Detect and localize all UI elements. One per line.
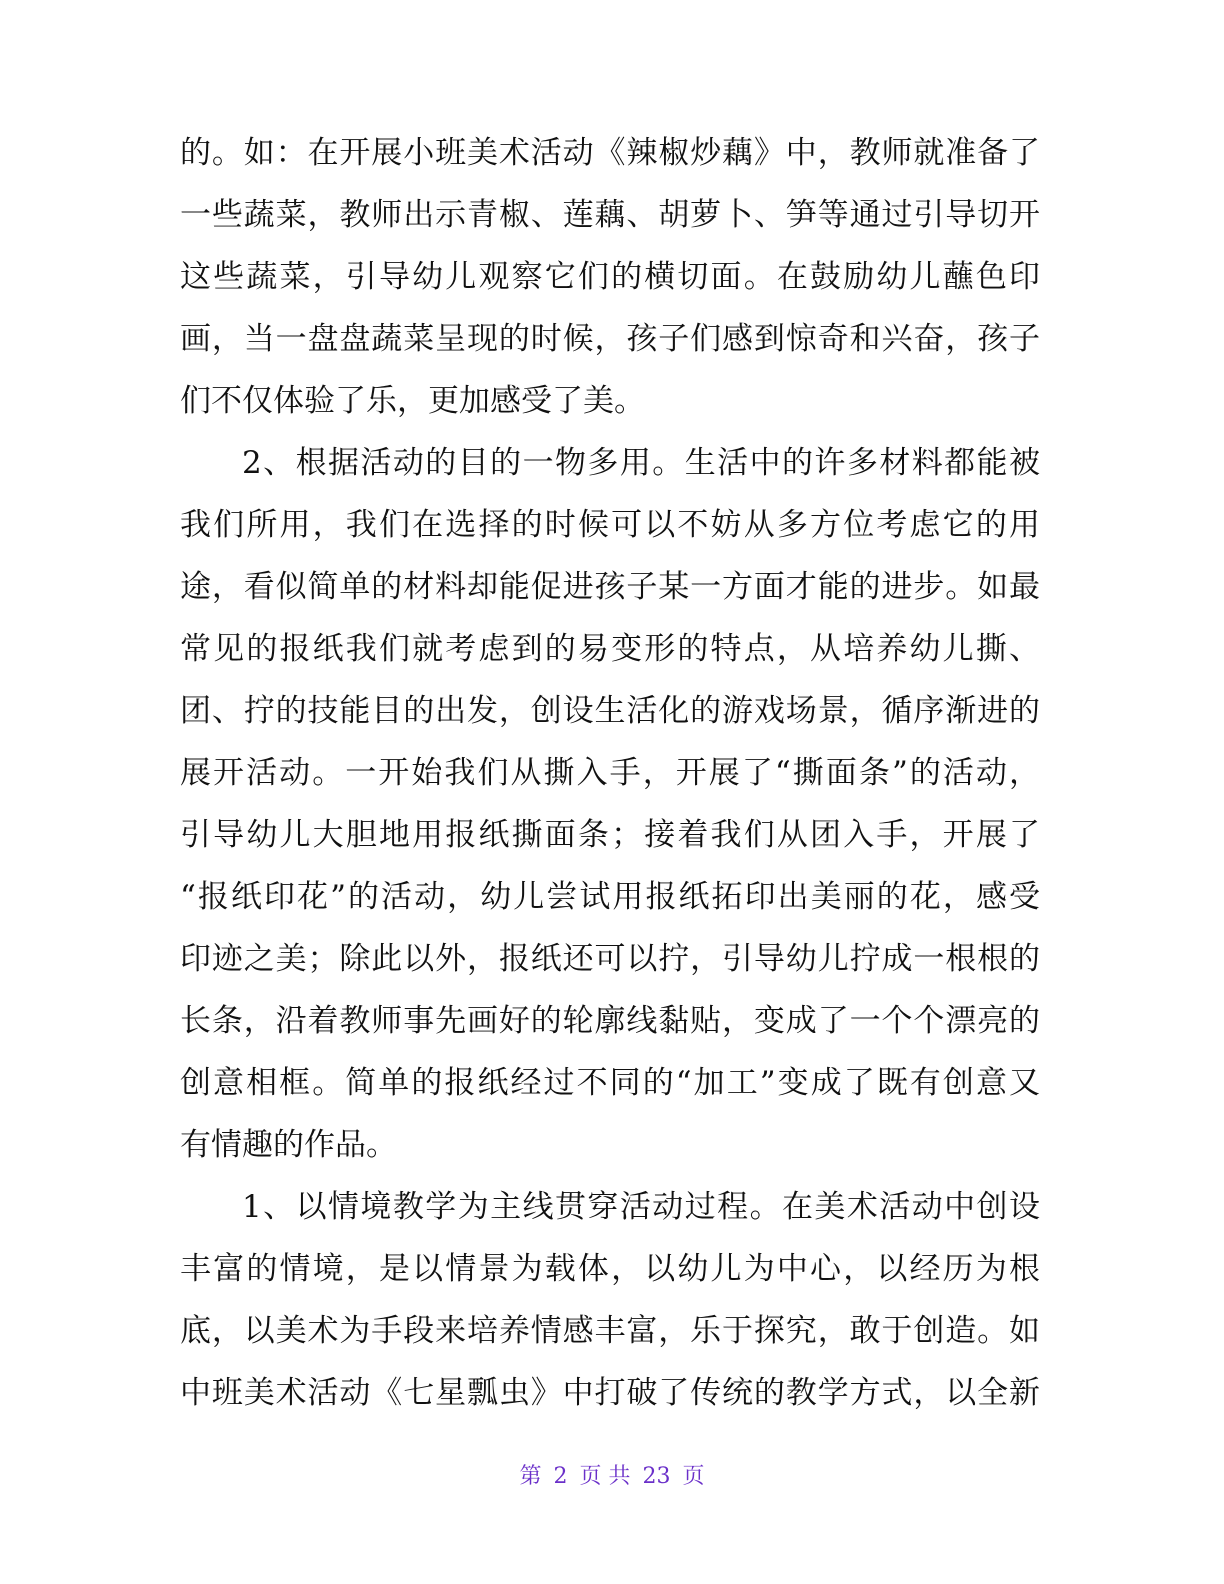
text-line: 一些蔬菜，教师出示青椒、莲藕、胡萝卜、笋等通过引导切开 xyxy=(180,197,1040,233)
text-line: 展开活动。一开始我们从撕入手，开展了“撕面条”的活动， xyxy=(180,755,1040,791)
text-line: 引导幼儿大胆地用报纸撕面条；接着我们从团入手，开展了 xyxy=(180,817,1040,853)
text-line: 1、以情境教学为主线贯穿活动过程。在美术活动中创设 xyxy=(242,1189,1040,1225)
text-line: 2、根据活动的目的一物多用。生活中的许多材料都能被 xyxy=(242,445,1040,481)
footer-label-before: 第 xyxy=(519,1464,542,1489)
text-line: 创意相框。简单的报纸经过不同的“加工”变成了既有创意又 xyxy=(180,1065,1040,1101)
text-line: 常见的报纸我们就考虑到的易变形的特点，从培养幼儿撕、 xyxy=(180,631,1040,667)
current-page-number: 2 xyxy=(553,1464,568,1489)
text-line: 我们所用，我们在选择的时候可以不妨从多方位考虑它的用 xyxy=(180,507,1040,543)
text-line: 们不仅体验了乐，更加感受了美。 xyxy=(180,383,645,419)
text-line: 中班美术活动《七星瓢虫》中打破了传统的教学方式，以全新 xyxy=(180,1375,1040,1411)
text-line: 途，看似简单的材料却能促进孩子某一方面才能的进步。如最 xyxy=(180,569,1040,605)
text-line: 底，以美术为手段来培养情感丰富，乐于探究，敢于创造。如 xyxy=(180,1313,1040,1349)
body-text xyxy=(180,122,1040,1424)
total-page-count: 23 xyxy=(642,1464,671,1489)
text-line: 团、拧的技能目的出发，创设生活化的游戏场景，循序渐进的 xyxy=(180,693,1040,729)
text-line: “报纸印花”的活动，幼儿尝试用报纸拓印出美丽的花，感受 xyxy=(180,879,1040,915)
footer-label-middle: 页 共 xyxy=(579,1464,631,1489)
text-line: 印迹之美；除此以外，报纸还可以拧，引导幼儿拧成一根根的 xyxy=(180,941,1040,977)
text-line: 画，当一盘盘蔬菜呈现的时候，孩子们感到惊奇和兴奋，孩子 xyxy=(180,321,1040,357)
text-line: 的。如：在开展小班美术活动《辣椒炒藕》中，教师就准备了 xyxy=(180,135,1040,171)
text-line: 丰富的情境，是以情景为载体，以幼儿为中心，以经历为根 xyxy=(180,1251,1040,1287)
text-line: 有情趣的作品。 xyxy=(180,1127,397,1163)
page-number-footer xyxy=(0,1462,1224,1492)
footer-label-after: 页 xyxy=(682,1464,705,1489)
text-line: 长条，沿着教师事先画好的轮廓线黏贴，变成了一个个漂亮的 xyxy=(180,1003,1040,1039)
text-line: 这些蔬菜，引导幼儿观察它们的横切面。在鼓励幼儿蘸色印 xyxy=(180,259,1040,295)
